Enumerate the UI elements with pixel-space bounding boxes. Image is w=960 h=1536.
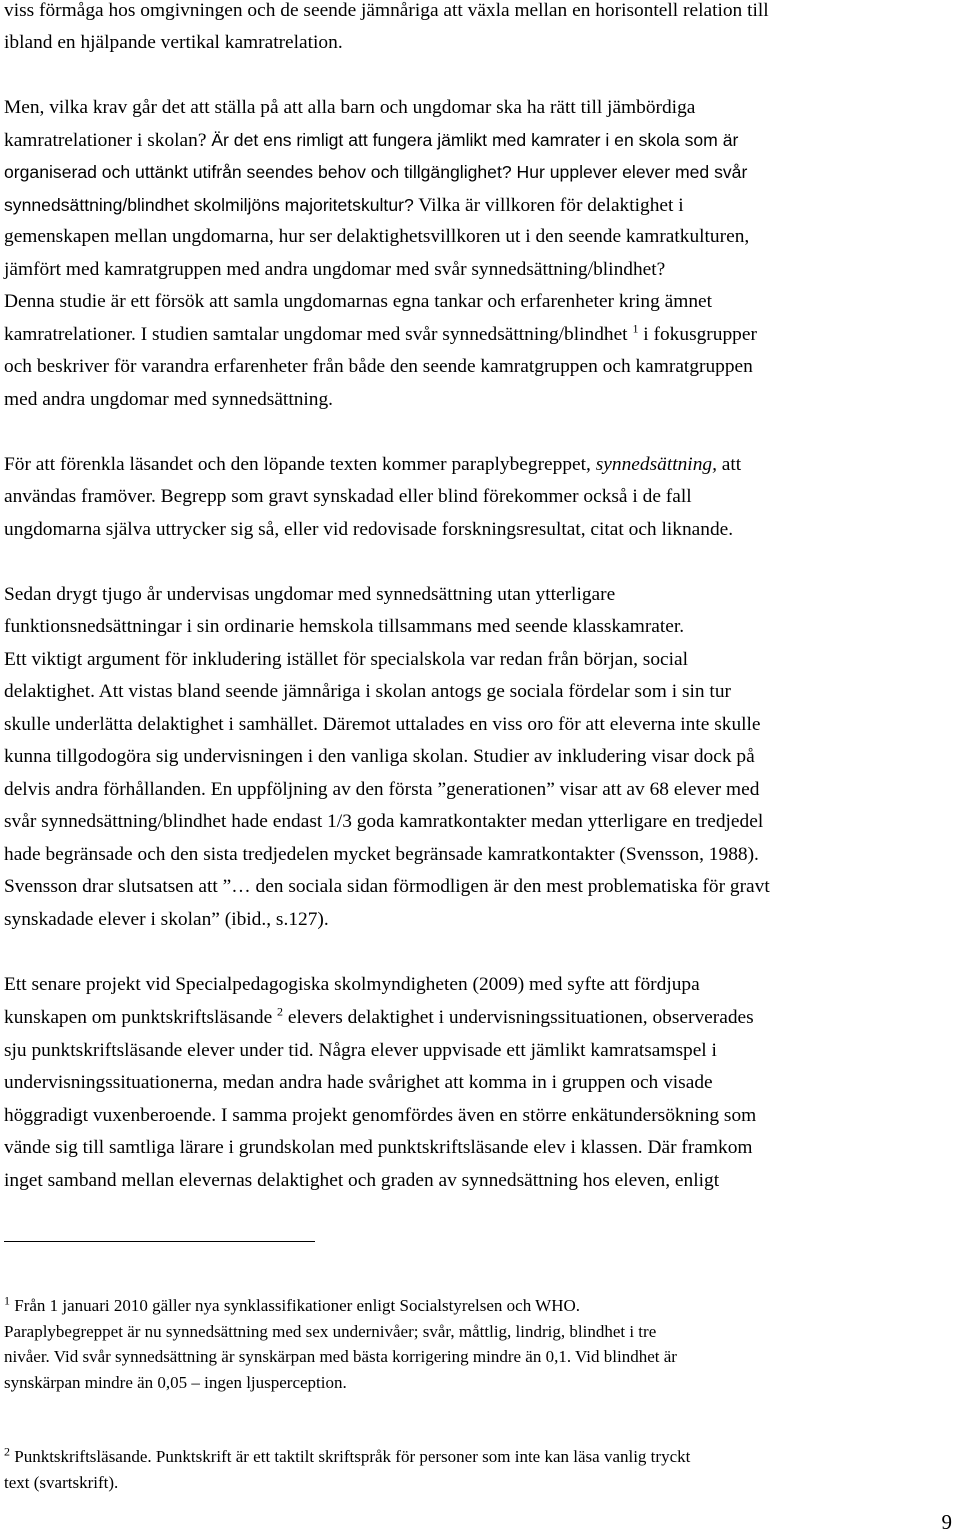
paragraph-line — [4, 1004, 754, 1032]
footnote-line — [4, 1295, 580, 1317]
text-span: kunskapen om punktskriftsläsande — [4, 1007, 278, 1028]
text-span: Från 1 januari 2010 gäller nya synklassifikationer enligt Socialstyrelsen och WHO. — [10, 1296, 580, 1315]
footnote-ref[interactable]: 2 — [277, 1004, 284, 1019]
footnote-line: Paraplybegreppet är nu synnedsättning med sex undernivåer; svår, måttlig, lindrig, blindhet i tre — [4, 1322, 657, 1341]
paragraph-line: användas framöver. Begrepp som gravt synskadad eller blind förekommer också i de fall — [4, 486, 692, 507]
paragraph-line: gemenskapen mellan ungdomarna, hur ser delaktighetsvillkoren ut i den seende kamratkulturen, — [4, 226, 750, 247]
paragraph-line: skulle underlätta delaktighet i samhället. Däremot uttalades en viss oro för att eleverna inte skulle — [4, 714, 761, 735]
paragraph-line: kunna tillgodogöra sig undervisningen i den vanliga skolan. Studier av inkludering visar dock på — [4, 746, 755, 767]
footnote-line — [4, 1446, 690, 1468]
paragraph-line: jämfört med kamratgruppen med andra ungdomar med svår synnedsättning/blindhet? — [4, 259, 666, 280]
paragraph-line: vände sig till samtliga lärare i grundskolan med punktskriftsläsande elev i klassen. Där framkom — [4, 1137, 753, 1158]
paragraph-line: undervisningssituationerna, medan andra hade svårighet att komma in i gruppen och visade — [4, 1072, 713, 1093]
text-span: synnedsättning/blindhet skolmiljöns majoritetskultur? — [4, 195, 414, 215]
paragraph-line — [4, 451, 741, 479]
text-span: För att förenkla läsandet och den löpande texten kommer paraplybegreppet, — [4, 454, 596, 475]
footnote-divider — [4, 1241, 315, 1242]
footnote-number: 1 — [4, 1293, 10, 1308]
italic-term: synnedsättning, — [595, 454, 717, 475]
paragraph-line: med andra ungdomar med synnedsättning. — [4, 389, 334, 410]
paragraph-line: och beskriver för varandra erfarenheter från både den seende kamratgruppen och kamratgruppen — [4, 356, 753, 377]
paragraph-line: inget samband mellan elevernas delaktighet och graden av synnedsättning hos eleven, enligt — [4, 1170, 720, 1191]
paragraph-line: hade begränsade och den sista tredjedelen mycket begränsade kamratkontakter (Svensson, 1988). — [4, 844, 759, 865]
paragraph-line: viss förmåga hos omgivningen och de seende jämnåriga att växla mellan en horisontell relation till — [4, 0, 769, 21]
footnote-line: nivåer. Vid svår synnedsättning är synskärpan med bästa korrigering mindre än 0,1. Vid blindhet är — [4, 1347, 677, 1366]
page-number: 9 — [941, 1510, 952, 1534]
paragraph-line: höggradigt vuxenberoende. I samma projekt genomfördes även en större enkätundersökning som — [4, 1105, 757, 1126]
paragraph-line — [4, 126, 738, 155]
text-span: I studien samtalar ungdomar med svår synnedsättning/blindhet — [135, 324, 633, 345]
text-span: kamratrelationer i skolan? — [4, 130, 207, 151]
footnote-line: text (svartskrift). — [4, 1473, 119, 1492]
text-span: i fokusgrupper — [638, 324, 757, 345]
text-span: organiserad och uttänkt utifrån seendes behov och tillgänglighet? — [4, 162, 512, 182]
text-span: Är det ens rimligt att fungera jämlikt med kamrater i en skola som är — [206, 130, 739, 150]
text-span: kamratrelationer. — [4, 324, 136, 345]
paragraph-line: delvis andra förhållanden. En uppföljning av den första ”generationen” visar att av 68 elever med — [4, 779, 760, 800]
paragraph-line: funktionsnedsättningar i sin ordinarie hemskola tillsammans med seende klasskamrater. — [4, 616, 685, 637]
paragraph-line: sju punktskriftsläsande elever under tid. Några elever uppvisade ett jämlikt kamratsamspel i — [4, 1040, 717, 1061]
paragraph-line: delaktighet. Att vistas bland seende jämnåriga i skolan antogs ge sociala fördelar som i sin tur — [4, 681, 731, 702]
paragraph-line: Sedan drygt tjugo år undervisas ungdomar med synnedsättning utan ytterligare — [4, 584, 616, 605]
paragraph-line: Ett viktigt argument för inkludering istället för specialskola var redan från början, social — [4, 649, 689, 670]
footnote-line: synskärpan mindre än 0,05 – ingen ljusperception. — [4, 1373, 347, 1392]
footnote-ref[interactable]: 1 — [632, 321, 639, 336]
paragraph-line: Ett senare projekt vid Specialpedagogiska skolmyndigheten (2009) med syfte att fördjupa — [4, 974, 700, 995]
text-span: att — [716, 454, 742, 475]
paragraph-line — [4, 158, 747, 186]
paragraph-line: ibland en hjälpande vertikal kamratrelation. — [4, 32, 343, 53]
paragraph-line — [4, 191, 684, 220]
text-span: elevers delaktighet i undervisningssituationen, observerades — [283, 1007, 754, 1028]
paragraph-line: ungdomarna själva uttrycker sig så, eller vid redovisade forskningsresultat, citat och liknande. — [4, 519, 734, 540]
text-span: Hur upplever elever med svår — [511, 162, 748, 182]
paragraph-line: Men, vilka krav går det att ställa på att alla barn och ungdomar ska ha rätt till jämbördiga — [4, 97, 696, 118]
paragraph-line: Svensson drar slutsatsen att ”… den sociala sidan förmodligen är den mest problematiska för gravt — [4, 876, 770, 897]
paragraph-line — [4, 321, 757, 349]
paragraph-line: svår synnedsättning/blindhet hade endast 1/3 goda kamratkontakter medan ytterligare en tredjedel — [4, 811, 764, 832]
paragraph-line: Denna studie är ett försök att samla ungdomarnas egna tankar och erfarenheter kring ämnet — [4, 291, 713, 312]
text-span: Vilka är villkoren för delaktighet i — [413, 195, 684, 216]
footnote-number: 2 — [4, 1444, 10, 1459]
text-span: Punktskriftsläsande. Punktskrift är ett taktilt skriftspråk för personer som inte kan läsa vanlig tryckt — [10, 1447, 691, 1466]
paragraph-line: synskadade elever i skolan” (ibid., s.127). — [4, 909, 329, 930]
